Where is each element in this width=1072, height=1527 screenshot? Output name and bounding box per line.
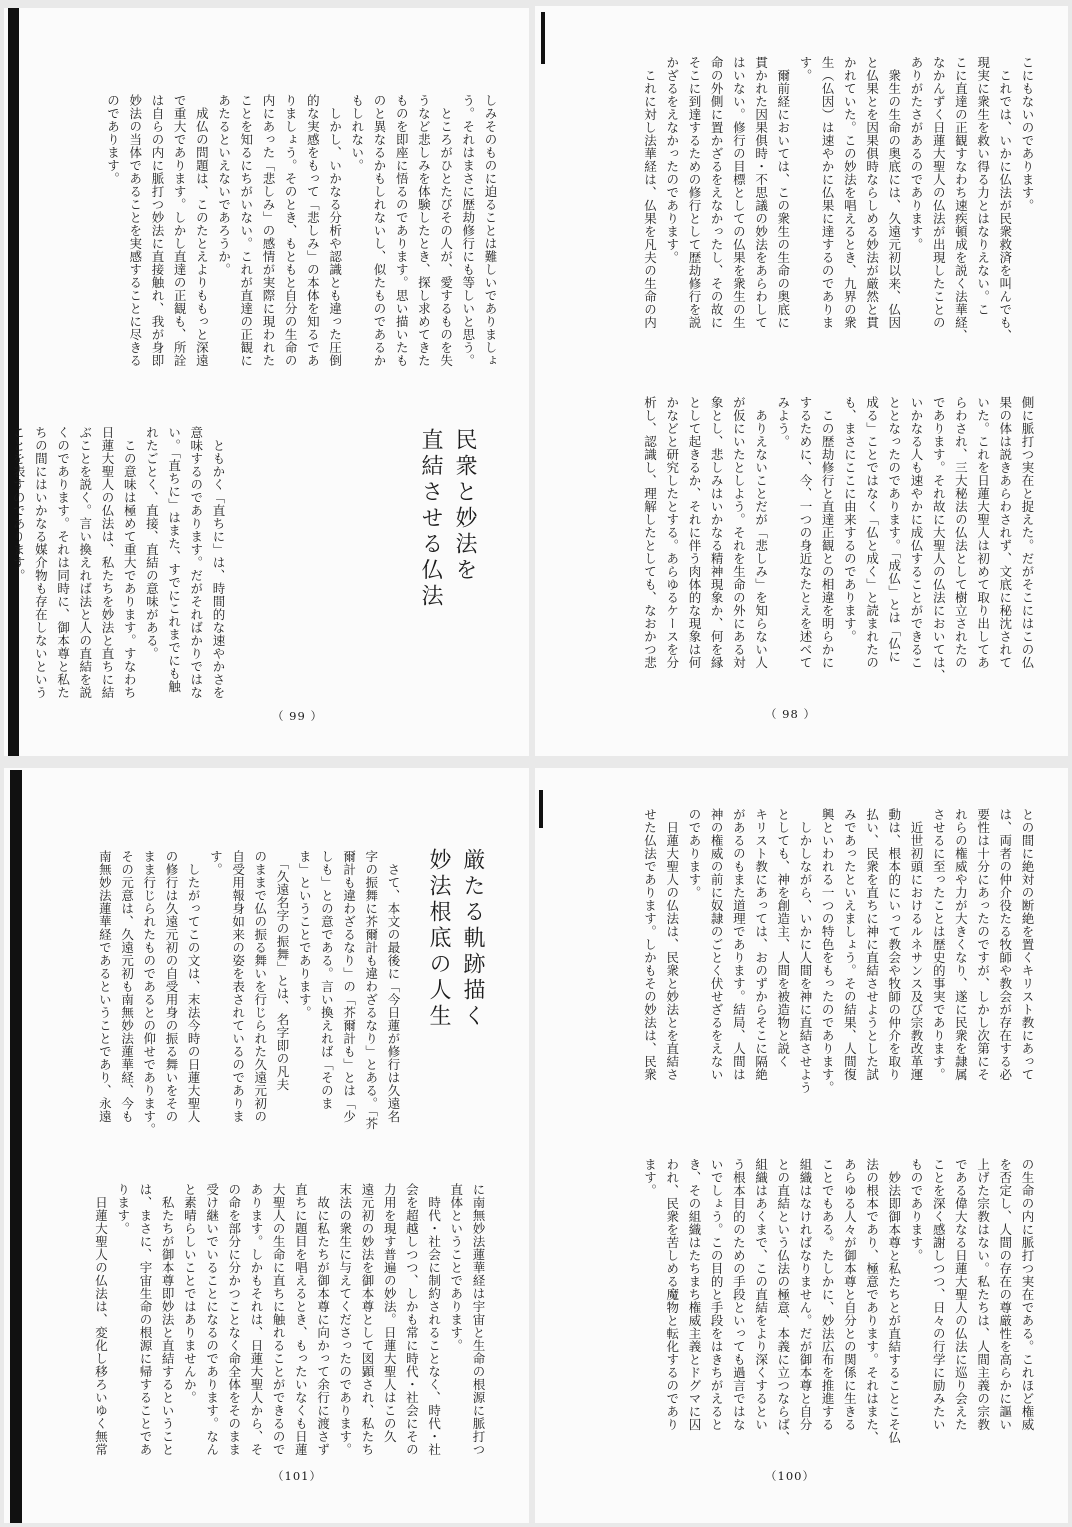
page-98 [535,6,1068,756]
page-101-heading: 厳たる軌跡描く 妙法根底の人生 [426,848,485,1030]
scan-mark [539,790,543,828]
scan-mark [541,12,545,64]
binding-shadow [10,770,22,1523]
page-99-heading: 民衆と妙法を 直結させる仏法 [418,428,477,610]
page-101-lower-text: に南無妙法蓮華経は宇宙と生命の根源に脈打つ 直体ということであります。 時代・社会に制約されることなく、時代・社 会を超越しつつ、しかも常に時代・社会にその 力用を現す普遍の妙法。日蓮大聖人はこの久 遠元初の妙法を御本尊として図顕され、私たち 末法の衆生に与えてくださったのであります。 故に私たちが御本尊に向かって余行に渡さず 直ちに題目を唱えるとき、もったいなくも日蓮 大聖人の生命に直ちに触れることができるので あります。しかもそれは、日蓮大聖人から、そ の命を部分に分かつことなく命全体をそのまま 受け継いでいることになるのであります。なん と素晴らしいことではありませんか。 私たちが御本尊即妙法と直結するということ は、まさに、宇宙生命の根源に帰することであ ります。 日蓮大聖人の仏法は、変化し移ろいゆく無常 [93,1183,486,1456]
page-100-lower-text: の生命の内に脈打つ実在である。これほど権威 を否定し、人間の存在の尊厳性を高らかに謳い 上げた宗教はない。私たちは、人間主義の宗教 である偉大なる日蓮大聖人の仏法に巡り会えた ことを深く感謝しつつ、日々の行学に励みたい ものであります。 妙法即御本尊と私たちとが直結することこそ仏 法の根本であり、極意であります。それはまた、 あらゆる人々が御本尊と自分との関係に生きる ことでもある。たしかに、妙法広布を推進する 組織はなければなりません。だが御本尊と自分 との直結という仏法の極意、本義に立つならば、 組織はあくまで、この直結をより深くするとい う根本目的のための手段といっても過言ではな いでしょう。この目的と手段をはきちがえると き、その組織はたちまち権威主義とドグマに囚 われ、民衆を苦しめる魔物と転化するのであり ます。 [642,1158,1035,1444]
page-101-upper-text: さて、本文の最後に「今日蓮が修行は久遠名 字の振舞に芥爾計も違わざるなり」とある。「芥 爾計も違わざるなり」の「芥爾計も」とは「少 しも」との意である。言い換えれば「そのま ま」ということであります。 「久遠名字の振舞」とは、名字即の凡夫 のままで仏の振る舞いを行じられた久遠元初の 自受用報身如来の姿を表されているのでありま す。 したがってこの文は、末法今時の日蓮大聖人 の修行は久遠元初の自受用身の振る舞いをその まま行じられたものであるとの仰せであります。 その元意は、久遠元初も南無妙法蓮華経、今も 南無妙法蓮華経であるということであり、永遠 [97,850,401,1136]
page-number: （100） [765,1469,815,1483]
page-number: （101） [272,1469,322,1483]
page-number: （ 98 ） [765,707,816,721]
page-99 [4,8,529,756]
page-100-upper-text: との間に絶対の断絶を置くキリスト教にあって は、両者の仲介役たる牧師や教会が存在する必 要性は十分にあったのですが、しかし次第にそ れらの権威や力が大きくなり、遂に民衆を隷属 させるに至ったことは歴史的事実であります。 近世初頭におけるルネサンス及び宗教改革運 動は、根本的にいって教会や牧師の仲介を取り 払い、民衆を直ちに神に直結させようとした試 みであったといえましょう。その結果、人間復 興といわれる一つの特色をもったのであります。 しかしながら、いかに人間を神に直結させよう としても、神を創造主、人間を被造物と説く キリスト教にあっては、おのずからそこに隔絶 があるのもまた道理であります。結局、人間は 神の権威の前に奴隷のごとく伏せざるをえない のであります。 日蓮大聖人の仏法は、民衆と妙法とを直結さ せた仏法であります。しかもその妙法は、民衆 [642,808,1035,1094]
page-99-upper-text: しみそのものに迫ることは難しいでありましょ う。それはまさに歴劫修行にも等しいと思う。 ところがひとたびその人が、愛するものを失 うなど悲しみを体験したとき、探し求めてきた ものを即座に悟るのであります。思い描いたも のと異なるかもしれないし、似たものであるか もしれない。 しかし、いかなる分析や認識とも違った圧倒 的な実感をもって「悲しみ」の本体を知るであ りましょう。そのとき、もともと自分の生命の 内にあった「悲しみ」の感情が実際に現われた ことを知るにちがいない。これが直達の正観に あたるといえないであろうか。 成仏の問題は、このたとえよりももっと深遠 で重大であります。しかし直達の正観も、所詮 は自らの内に脈打つ妙法に直接触れ、我が身即 妙法の当体であることを実感することに尽きる のであります。 [105,94,498,367]
page-101 [4,768,529,1523]
page-100 [535,768,1068,1523]
page-98-lower-text: 側に脈打つ実在と捉えた。だがそこにはこの仏 果の体は説きあらわされず、文底に秘沈されて いた。これを日蓮大聖人は初めて取り出してあ らわされ、三大秘法の仏法として樹立されたの であります。それ故に大聖人の仏法においては、 いかなる人も速やかに成仏することができるこ ととなったのであります。「成仏」とは「仏に 成る」ことではなく「仏と成く」と読まれたの も、まさにここに由来するのであります。 この歴劫修行と直達正観との相違を明らかに するために、今、一つの身近なたとえを述べて みよう。 ありえないことだが「悲しみ」を知らない人 が仮にいたとしよう。それを生命の外にある対 象とし、悲しみはいかなる精神現象か、何を縁 として起きるか、それに伴う肉体的な現象は何 かなどと研究したとする。あらゆるケースを分 析し、認識し、理解したとしても、なおかつ悲 [642,396,1035,682]
page-99-lower-text: ともかく「直ちに」は、時間的な速やかさを 意味するのであります。だがそればかりではな い。「直ちに」はまた、すでにこれまでにも触 れたごとく、直接、直結の意味がある。 この意味は極めて重大であります。すなわち 日蓮大聖人の仏法は、私たちを妙法と直ちに結 ぶことを説く。言い換えれば法と人の直結を説 くのであります。それは同時に、御本尊と私た ちの間にはいかなる媒介物も存在しないという ことを表すのであります。 [11,426,226,699]
page-number: （ 99 ） [272,709,323,723]
binding-shadow [8,8,19,756]
page-98-upper-text: こにもないのであります。 これでは、いかに仏法が民衆救済を叫んでも、 現実に衆生を救い得る力とはなりえない。こ こに直達の正観すなわち速疾頓成を説く法華経、 なかんずく日蓮大聖人の仏法が出現したことの ありがたさがあるのであります。 衆生の生命の奥底には、久遠元初以来、仏因 と仏果とを因果俱時ならしめる妙法が厳然と貫 かれていた。この妙法を唱えるとき、九界の衆 生（仏因）は速やかに仏果に達するのでありま す。 爾前経においては、この衆生の生命の奥底に 貫かれた因果俱時・不思議の妙法をあらわして はいない。修行の目標としての仏果を衆生の生 命の外側に置かざるをえなかったし、その故に そこに到達するための修行として歴劫修行を説 かざるをえなかったのであります。 これに対し法華経は、仏果を凡夫の生命の内 [642,56,1035,342]
